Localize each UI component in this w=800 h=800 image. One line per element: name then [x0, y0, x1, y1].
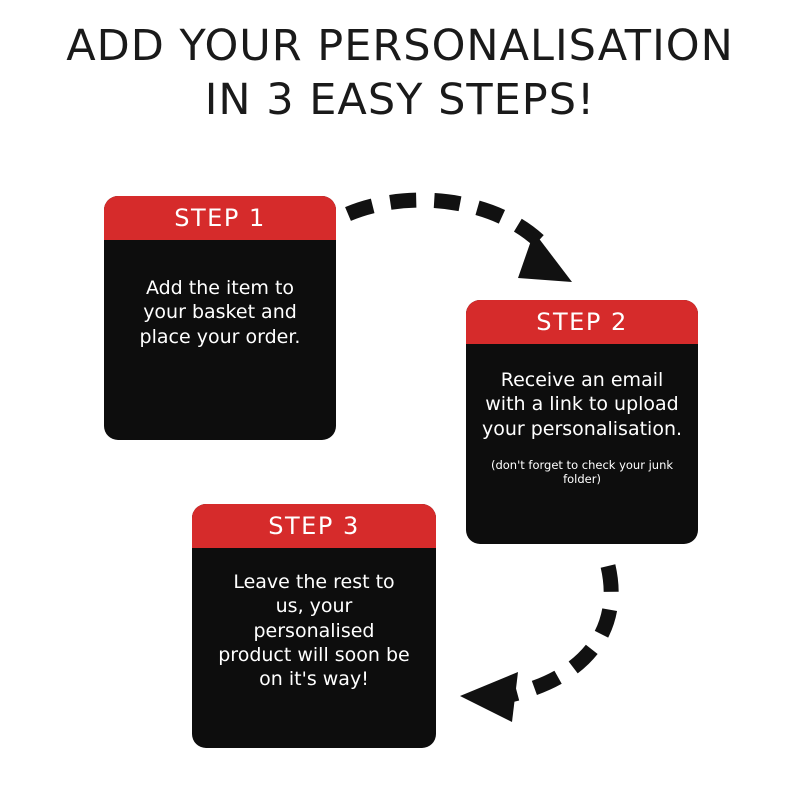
- step-card-1-title: STEP 1: [104, 196, 336, 240]
- step-card-2-body: Receive an email with a link to upload your personalisation.: [481, 369, 683, 440]
- step-card-1-body: Add the item to your basket and place your order.: [139, 277, 301, 348]
- step-card-3-title: STEP 3: [192, 504, 436, 548]
- step-card-2-title: STEP 2: [466, 300, 698, 344]
- step-card-1: [104, 196, 336, 440]
- step-card-2-note: (don't forget to check your junk folder): [490, 457, 674, 486]
- step-card-3-body: Leave the rest to us, your personalised product will soon be on it's way!: [218, 571, 410, 691]
- step-card-3: [192, 504, 436, 748]
- page-title: [0, 22, 800, 124]
- arrow-step1-to-step2-icon: [340, 186, 600, 306]
- step-card-2: [466, 300, 698, 544]
- page-title-line-1: ADD YOUR PERSONALISATION: [66, 21, 734, 71]
- arrow-step2-to-step3-icon: [440, 556, 640, 736]
- page-title-line-2: IN 3 EASY STEPS!: [204, 75, 596, 126]
